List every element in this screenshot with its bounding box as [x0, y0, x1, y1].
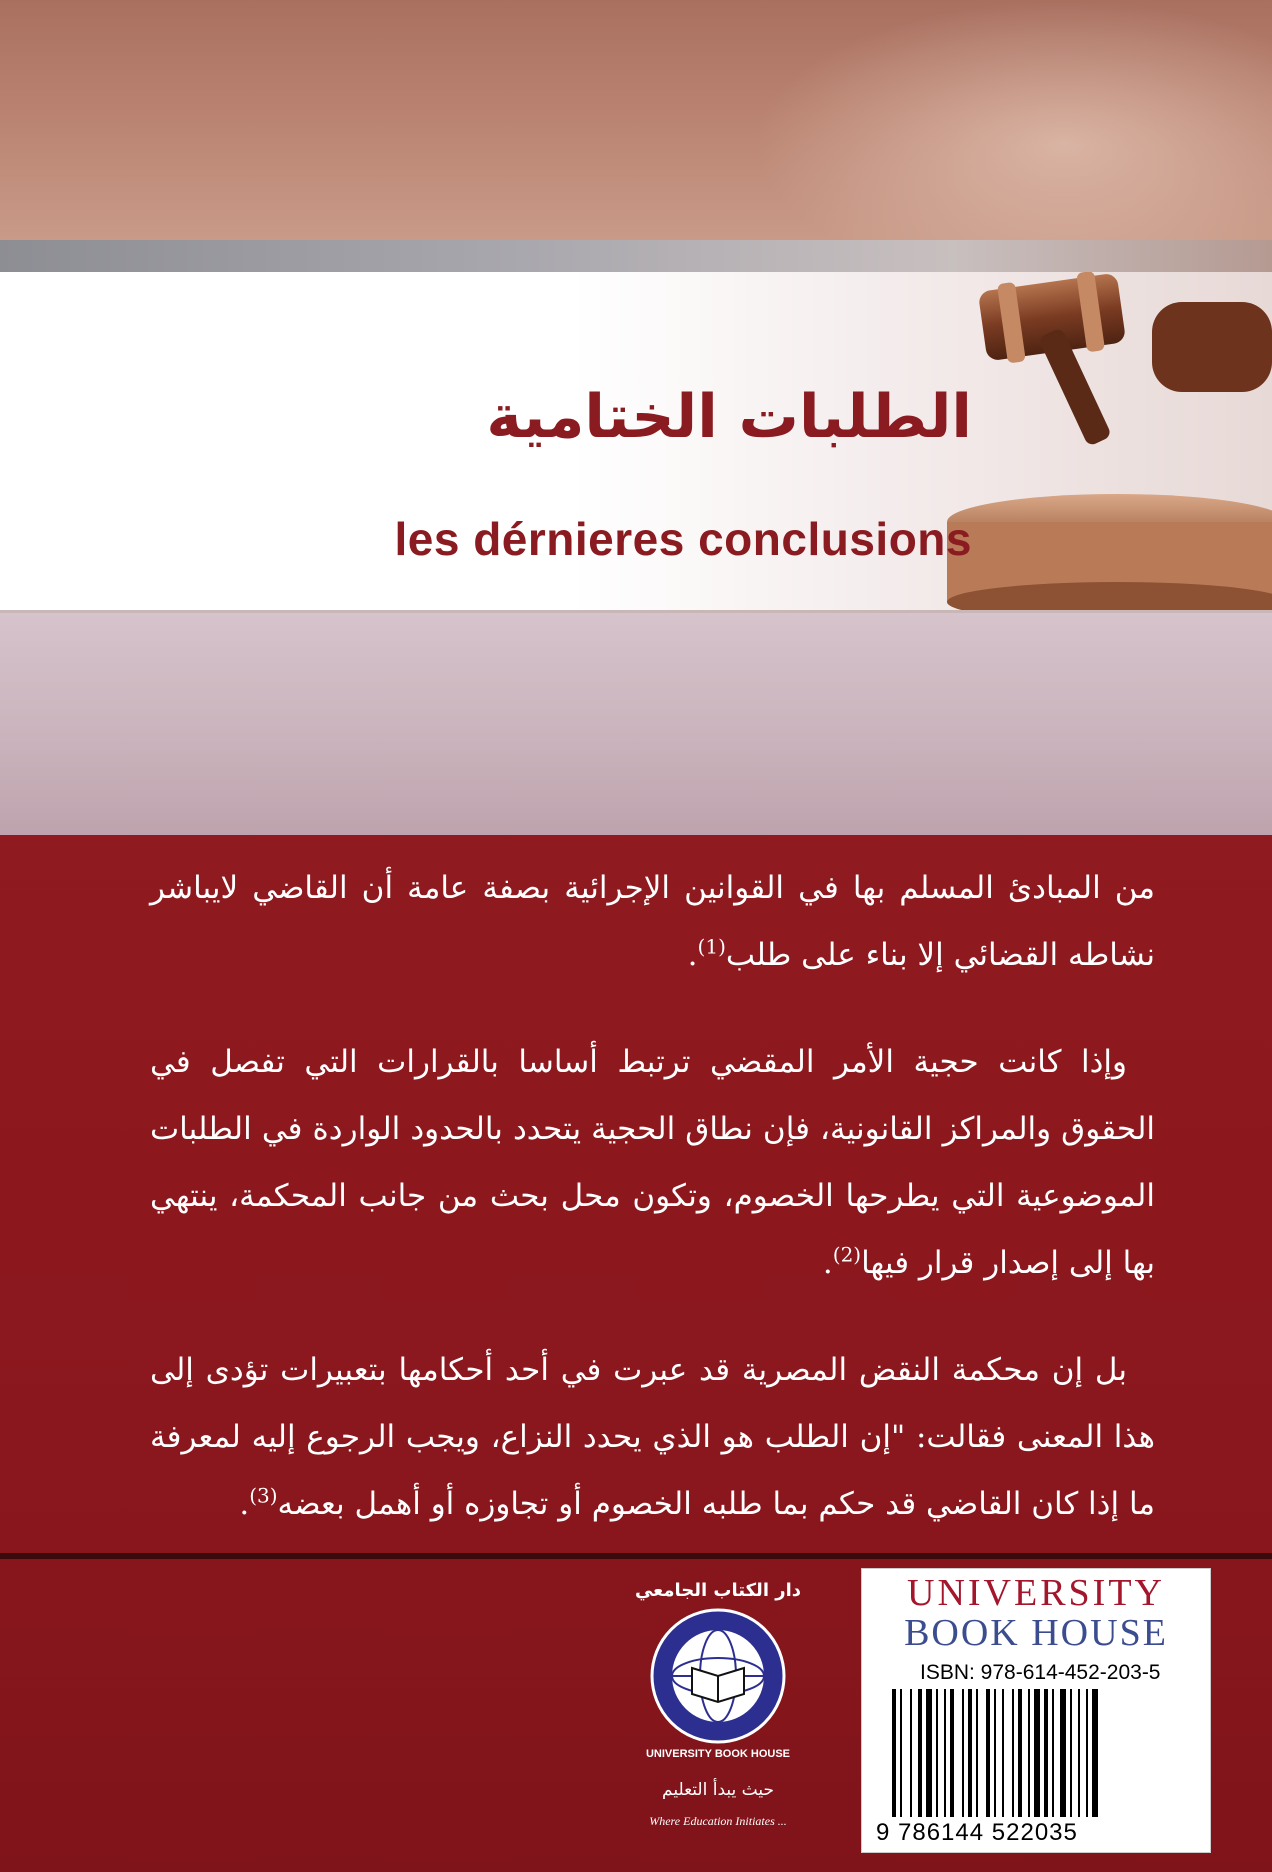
globe-book-icon [648, 1606, 788, 1746]
barcode-bar [1052, 1689, 1054, 1817]
footnote-2: (2) [832, 1242, 862, 1267]
barcode-bar [976, 1689, 978, 1817]
publisher-name-line2: BOOK HOUSE [904, 1612, 1168, 1654]
barcode-digits: 9 786144 522035 [876, 1819, 1078, 1846]
barcode-bar [1044, 1689, 1048, 1817]
barcode-bar [962, 1689, 964, 1817]
barcode-bar [1060, 1689, 1066, 1817]
title-arabic: الطلبات الختامية [486, 382, 972, 452]
barcode-bar [1028, 1689, 1030, 1817]
logo-slogan-english: Where Education Initiates ... [649, 1814, 787, 1828]
gavel-image [942, 272, 1272, 610]
barcode-bar [1070, 1689, 1072, 1817]
paragraph-2-text: وإذا كانت حجية الأمر المقضي ترتبط أساسا بالقرارات التي تفصل في الحقوق والمراكز القانونية، فإن نطاق الحجية يتحدد بالحدود الواردة في الطلبات الموضوعية التي يطرحها الخصوم، وتكون محل بحث من جانب المحكمة، ينتهي بها إلى إصدار قرار فيها [150, 1044, 1155, 1281]
barcode-bar [1002, 1689, 1004, 1817]
publisher-name-line1: UNIVERSITY [907, 1572, 1165, 1614]
isbn-number: ISBN: 978-614-452-203-5 [920, 1661, 1161, 1684]
paragraph-3: بل إن محكمة النقض المصرية قد عبرت في أحد أحكامها بتعبيرات تؤدى إلى هذا المعنى فقالت: "إن الطلب هو الذي يحدد النزاع، ويجب الرجوع إليه لمعرفة ما إذا كان القاضي قد حكم بما طلبه الخصوم أو تجاوزه أو أهمل بعضه$^{(3)}$. [150, 1352, 1155, 1522]
barcode-bar [1086, 1689, 1088, 1817]
barcode-bar [1034, 1689, 1040, 1817]
barcode-bar [994, 1689, 996, 1817]
logo-slogan-arabic: حيث يبدأ التعليم [662, 1780, 774, 1800]
paragraph-1-text: من المبادئ المسلم بها في القوانين الإجرائية بصفة عامة أن القاضي لايباشر نشاطه القضائي إلا بناء على طلب [150, 870, 1155, 973]
barcode-bar [944, 1689, 946, 1817]
paragraph-2: وإذا كانت حجية الأمر المقضي ترتبط أساسا بالقرارات التي تفصل في الحقوق والمراكز القانونية، فإن نطاق الحجية يتحدد بالحدود الواردة في الطلبات الموضوعية التي يطرحها الخصوم، وتكون محل بحث من جانب المحكمة، ينتهي بها إلى إصدار قرار فيها$^{(2)}$. [150, 1044, 1155, 1281]
title-panel [0, 272, 1272, 613]
barcode-bar [1092, 1689, 1098, 1817]
barcode-bar [968, 1689, 972, 1817]
barcode-bar [892, 1689, 896, 1817]
cover-gray-stripe [0, 240, 1272, 272]
barcode-bar [926, 1689, 932, 1817]
footnote-1: (1) [697, 934, 726, 959]
barcode [890, 1689, 1190, 1817]
barcode-bar [1078, 1689, 1080, 1817]
logo-name-english: UNIVERSITY BOOK HOUSE [645, 1748, 791, 1760]
paragraph-1: من المبادئ المسلم بها في القوانين الإجرائية بصفة عامة أن القاضي لايباشر نشاطه القضائي إلا بناء على طلب$^{(1)}$. [150, 870, 1155, 973]
paragraph-3-text: بل إن محكمة النقض المصرية قد عبرت في أحد أحكامها بتعبيرات تؤدى إلى هذا المعنى فقالت: "إن الطلب هو الذي يحدد النزاع، ويجب الرجوع إليه لمعرفة ما إذا كان القاضي قد حكم بما طلبه الخصوم أو تجاوزه أو أهمل بعضه [150, 1352, 1155, 1522]
barcode-bar [910, 1689, 912, 1817]
barcode-bar [1018, 1689, 1022, 1817]
barcode-bar [918, 1689, 922, 1817]
cover-top-band [0, 0, 1272, 240]
barcode-bar [936, 1689, 938, 1817]
barcode-bar [900, 1689, 902, 1817]
barcode-bar [986, 1689, 990, 1817]
mauve-band [0, 613, 1272, 835]
isbn-box [861, 1568, 1211, 1853]
footnote-3: (3) [249, 1483, 278, 1508]
divider-line [0, 1553, 1272, 1559]
publisher-logo [628, 1580, 808, 1850]
barcode-bar [950, 1689, 954, 1817]
blurb-text [150, 855, 1155, 1578]
barcode-bar [1012, 1689, 1014, 1817]
title-french: les dérnieres conclusions [394, 513, 972, 565]
logo-name-arabic: دار الكتاب الجامعي [634, 1580, 802, 1601]
